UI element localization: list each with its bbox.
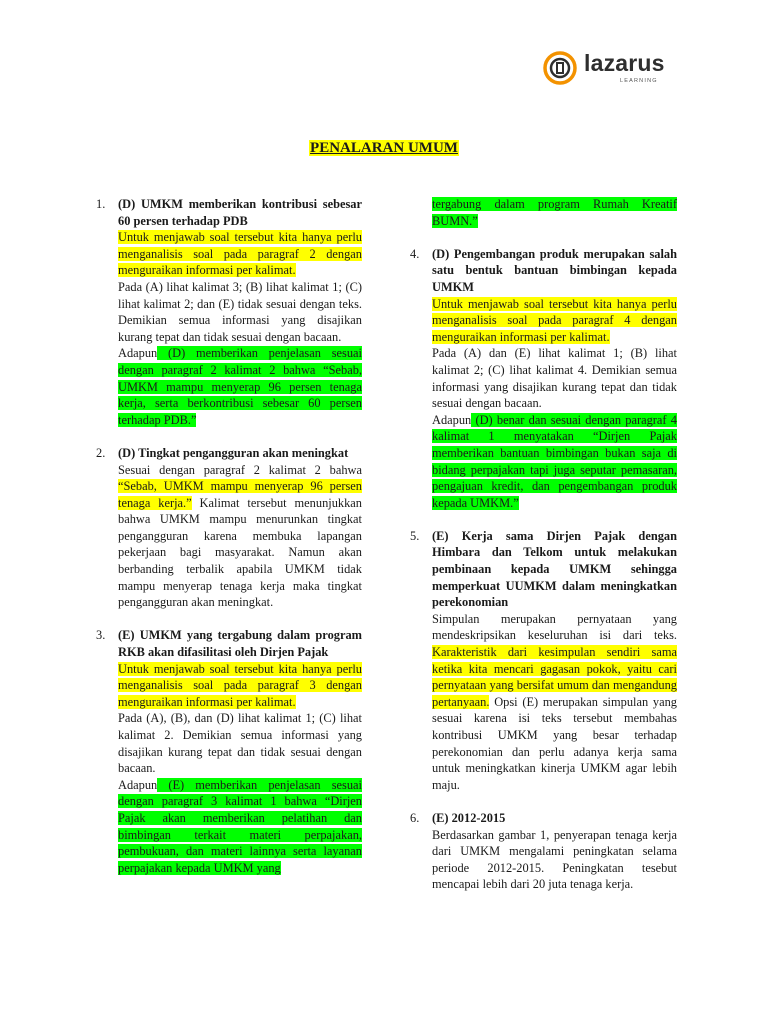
answer-heading: (D) Tingkat pengangguran akan meningkat xyxy=(118,445,349,460)
answer-item-1 xyxy=(96,196,362,428)
item-number: 5. xyxy=(410,528,420,543)
explanation-body: Simpulan merupakan pernyataan yang mendeskripsikan keseluruhan isi dari teks. Karakteristik dari kesimpulan sendiri sama ketika kita mencari gagasan pokok, yaitu cari pernyataan yang bersifat umum dan mengandung pertanyaan. Opsi (E) merupakan simpulan yang sesuai karena isi teks tersebut membahas kontribusi UMKM yang besar terhadap perekonomian dan perlu adanya kerja sama untuk meningkatkan kinerja UMKM agar lebih maju. xyxy=(432,611,677,792)
left-column xyxy=(96,196,362,893)
item-number: 4. xyxy=(410,246,420,261)
logo-subtitle: LEARNING xyxy=(620,78,658,84)
lazarus-emblem-icon xyxy=(540,48,580,88)
explanation-body: Sesuai dengan paragraf 2 kalimat 2 bahwa “Sebab, UMKM mampu menyerap 96 persen tenaga kerja.” Kalimat tersebut menunjukkan bahwa UMKM mampu menurunkan tingkat pengangguran karena membuka lapangan pekerjaan bagi masyarakat. Namun akan berbanding terbalik apabila UMKM tidak mampu menyerap tenaga kerja maka tingkat pengangguran akan meningkat. xyxy=(118,462,362,610)
item-number: 6. xyxy=(410,810,420,825)
explanation-conclusion: Adapun (D) memberikan penjelasan sesuai dengan paragraf 2 kalimat 2 bahwa “Sebab, UMKM mampu menyerap 96 persen tenaga kerja, serta berkontribusi sebesar 60 persen terhadap PDB.” xyxy=(118,346,362,427)
right-column xyxy=(410,196,677,910)
answer-item-6 xyxy=(410,810,677,893)
answer-item-2 xyxy=(96,445,362,611)
item-number: 1. xyxy=(96,197,106,211)
explanation-body: Pada (A), (B), dan (D) lihat kalimat 1; (C) lihat kalimat 2. Demikian semua informasi yang disajikan kurang tepat dan tidak sesuai dengan bacaan. xyxy=(118,711,362,776)
answer-heading: (E) UMKM yang tergabung dalam program RKB akan difasilitasi oleh Dirjen Pajak xyxy=(118,628,362,660)
explanation-highlight: Untuk menjawab soal tersebut kita hanya perlu menganalisis soal pada paragraf 2 dengan menguraikan informasi per kalimat. xyxy=(118,230,362,278)
answer-item-3 xyxy=(96,627,362,876)
explanation-conclusion: Adapun (E) memberikan penjelasan sesuai dengan paragraf 3 kalimat 1 bahwa “Dirjen Pajak akan memberikan pelatihan dan bimbingan terkait materi perpajakan, pembukuan, dan materi lainnya serta layanan perpajakan kepada UMKM yang xyxy=(118,777,362,875)
explanation-highlight: Untuk menjawab soal tersebut kita hanya perlu menganalisis soal pada paragraf 4 dengan menguraikan informasi per kalimat. xyxy=(432,296,677,344)
answer-heading: (E) Kerja sama Dirjen Pajak dengan Himbara dan Telkom untuk melakukan pembinaan kepada UMKM sehingga memperkuat UUMKM dalam meningkatkan perekonomian xyxy=(432,528,677,610)
explanation-body: Pada (A) lihat kalimat 3; (B) lihat kalimat 1; (C) lihat kalimat 2; dan (E) tidak sesuai dengan teks. Demikian semua informasi yang disajikan kurang tepat dan tidak sesuai dengan bacaan. xyxy=(118,279,362,344)
continued-text: tergabung dalam program Rumah Kreatif BUMN.” xyxy=(432,197,677,228)
answer-heading: (D) Pengembangan produk merupakan salah satu bentuk bantuan bimbingan kepada UMKM xyxy=(432,246,677,294)
page-title: PENALARAN UMUM xyxy=(310,140,458,156)
explanation-body: Berdasarkan gambar 1, penyerapan tenaga kerja dari UMKM mengalami peningkatan selama periode 2012-2015. Peningkatan tesebut mencapai lebih dari 20 juta tenaga kerja. xyxy=(432,827,677,892)
item-number: 2. xyxy=(96,445,106,460)
answer-item-5 xyxy=(410,528,677,794)
item-number: 3. xyxy=(96,628,106,643)
logo-wordmark: lazarus xyxy=(584,50,665,76)
answer-item-4 xyxy=(410,246,677,512)
explanation-conclusion: Adapun (D) benar dan sesuai dengan paragraf 4 kalimat 1 menyatakan “Dirjen Pajak memberikan bantuan bimbingan bukan saja di bidang perpajakan tapi juga seputar pemasaran, pengajuan kredit, dan pengembangan produk kepada UMKM.” xyxy=(432,412,677,510)
answer-heading: (E) 2012-2015 xyxy=(432,810,506,825)
explanation-body: Pada (A) dan (E) lihat kalimat 1; (B) lihat kalimat 2; (C) lihat kalimat 4. Demikian semua informasi yang disajikan kurang tepat dan tidak sesuai dengan bacaan. xyxy=(432,346,677,411)
explanation-highlight: Untuk menjawab soal tersebut kita hanya perlu menganalisis soal pada paragraf 3 dengan menguraikan informasi per kalimat. xyxy=(118,661,362,709)
answer-heading: (D) UMKM memberikan kontribusi sebesar 60 persen terhadap PDB xyxy=(118,197,362,228)
lazarus-logo xyxy=(540,48,680,88)
